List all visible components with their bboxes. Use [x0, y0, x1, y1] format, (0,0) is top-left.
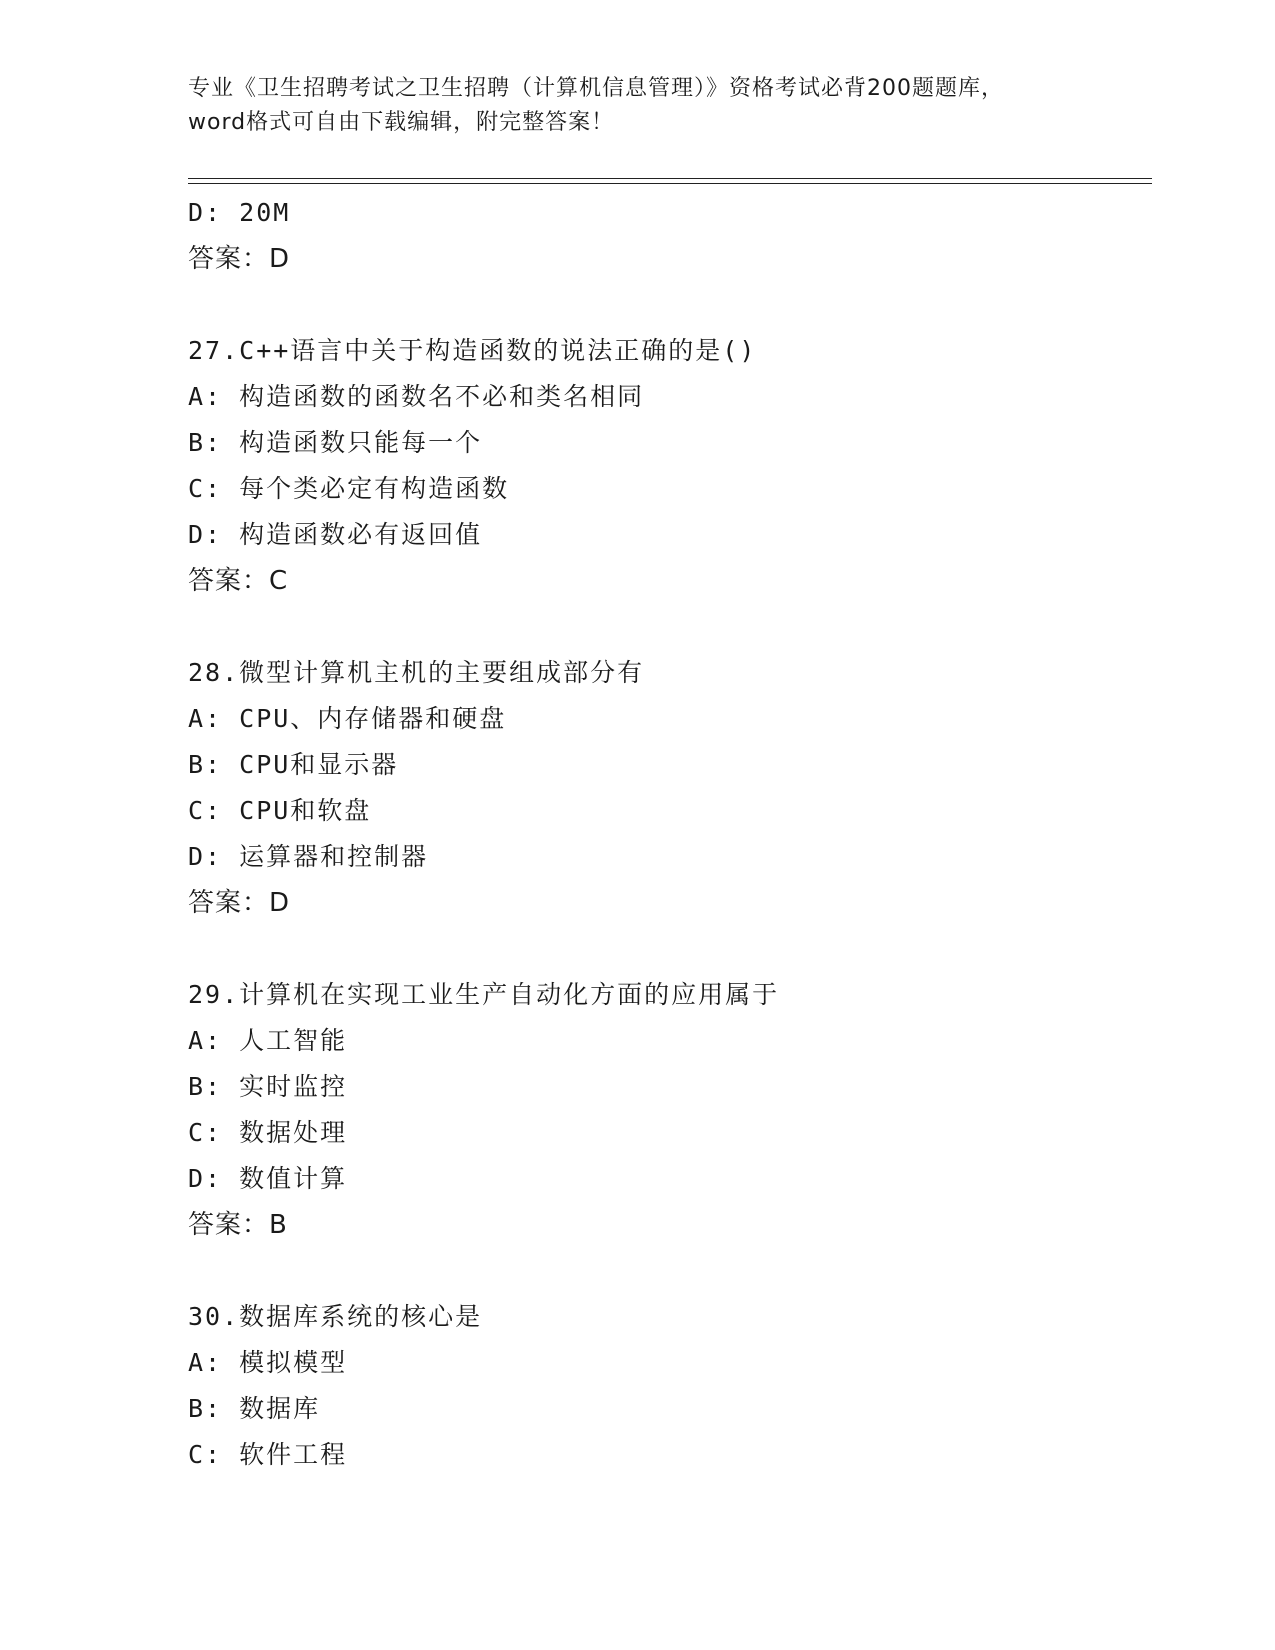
- question-27-option-a: A: 构造函数的函数名不必和类名相同: [188, 382, 645, 411]
- question-28-option-c: C: CPU和软盘: [188, 796, 372, 825]
- question-30-option-c: C: 软件工程: [188, 1440, 348, 1469]
- question-27-answer: 答案：C: [188, 566, 289, 596]
- header-title-line-2: word格式可自由下载编辑，附完整答案！: [188, 110, 615, 135]
- header-title-line-1: 专业《卫生招聘考试之卫生招聘（计算机信息管理）》资格考试必背200题题库，: [188, 76, 1004, 101]
- question-29-option-b: B: 实时监控: [188, 1072, 348, 1101]
- question-29-option-c: C: 数据处理: [188, 1118, 348, 1147]
- question-28-option-d: D: 运算器和控制器: [188, 842, 429, 871]
- spacer: [188, 604, 1148, 650]
- question-28-answer: 答案：D: [188, 888, 291, 918]
- document-header: [188, 72, 1088, 140]
- spacer: [188, 282, 1148, 328]
- question-27: 27.C++语言中关于构造函数的说法正确的是(): [188, 336, 757, 365]
- question-30: 30.数据库系统的核心是: [188, 1302, 483, 1331]
- answer-previous: 答案：D: [188, 244, 291, 274]
- header-divider-bottom: [188, 183, 1152, 184]
- question-29-option-a: A: 人工智能: [188, 1026, 348, 1055]
- question-28-option-a: A: CPU、内存储器和硬盘: [188, 704, 507, 733]
- question-27-option-b: B: 构造函数只能每一个: [188, 428, 483, 457]
- question-30-option-b: B: 数据库: [188, 1394, 321, 1423]
- question-27-option-c: C: 每个类必定有构造函数: [188, 474, 510, 503]
- spacer: [188, 926, 1148, 972]
- question-27-option-d: D: 构造函数必有返回值: [188, 520, 483, 549]
- spacer: [188, 1248, 1148, 1294]
- question-29: 29.计算机在实现工业生产自动化方面的应用属于: [188, 980, 780, 1009]
- question-28-option-b: B: CPU和显示器: [188, 750, 399, 779]
- option-d-previous: D: 20M: [188, 198, 291, 227]
- question-30-option-a: A: 模拟模型: [188, 1348, 348, 1377]
- question-29-option-d: D: 数值计算: [188, 1164, 348, 1193]
- question-list: [188, 190, 1148, 1478]
- question-29-answer: 答案：B: [188, 1210, 288, 1240]
- question-28: 28.微型计算机主机的主要组成部分有: [188, 658, 645, 687]
- header-divider-top: [188, 178, 1152, 179]
